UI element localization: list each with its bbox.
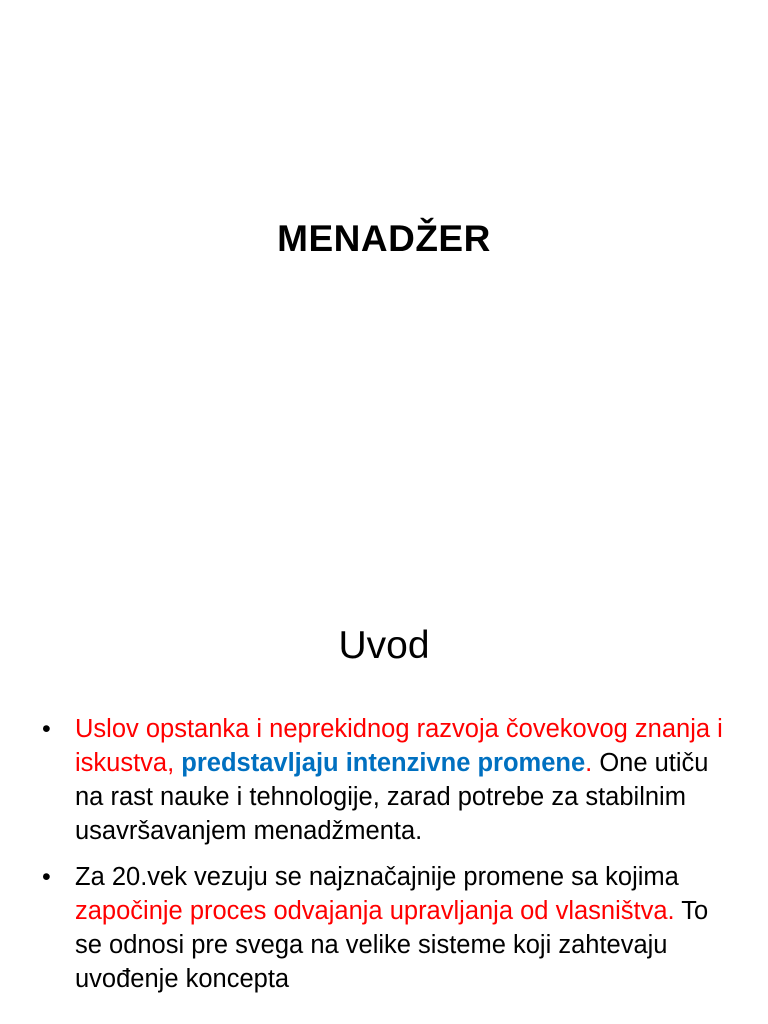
bullet-item [42,860,742,996]
slide-2 [0,576,768,1024]
bullet-text-segment: One utiču na rast nauke i tehnologije, zarad potrebe za stabilnim usavršavanjem menadžmenta. [75,749,709,845]
bullet-text-segment: započinje proces odvajanja upravljanja od vlasništva. [75,897,675,925]
bullet-text-segment: Za 20.vek vezuju se najznačajnije promene sa kojima [75,863,679,891]
bullet-list [42,712,742,1008]
bullet-text-highlight: predstavljaju intenzivne promene [181,749,586,777]
bullet-dot-icon: • [42,715,51,743]
bullet-text-segment: . [585,749,600,777]
bullet-dot-icon: • [42,863,51,891]
slide-2-title: Uvod [338,624,430,667]
bullet-text-segment: To se odnosi pre svega na velike sisteme koji zahtevaju uvođenje koncepta [75,897,709,993]
slide-1-title: MENADŽER [277,218,491,259]
bullet-text-segment: Uslov opstanka i neprekidnog razvoja čovekovog znanja i iskustva, [75,715,723,777]
bullet-item [42,712,742,848]
